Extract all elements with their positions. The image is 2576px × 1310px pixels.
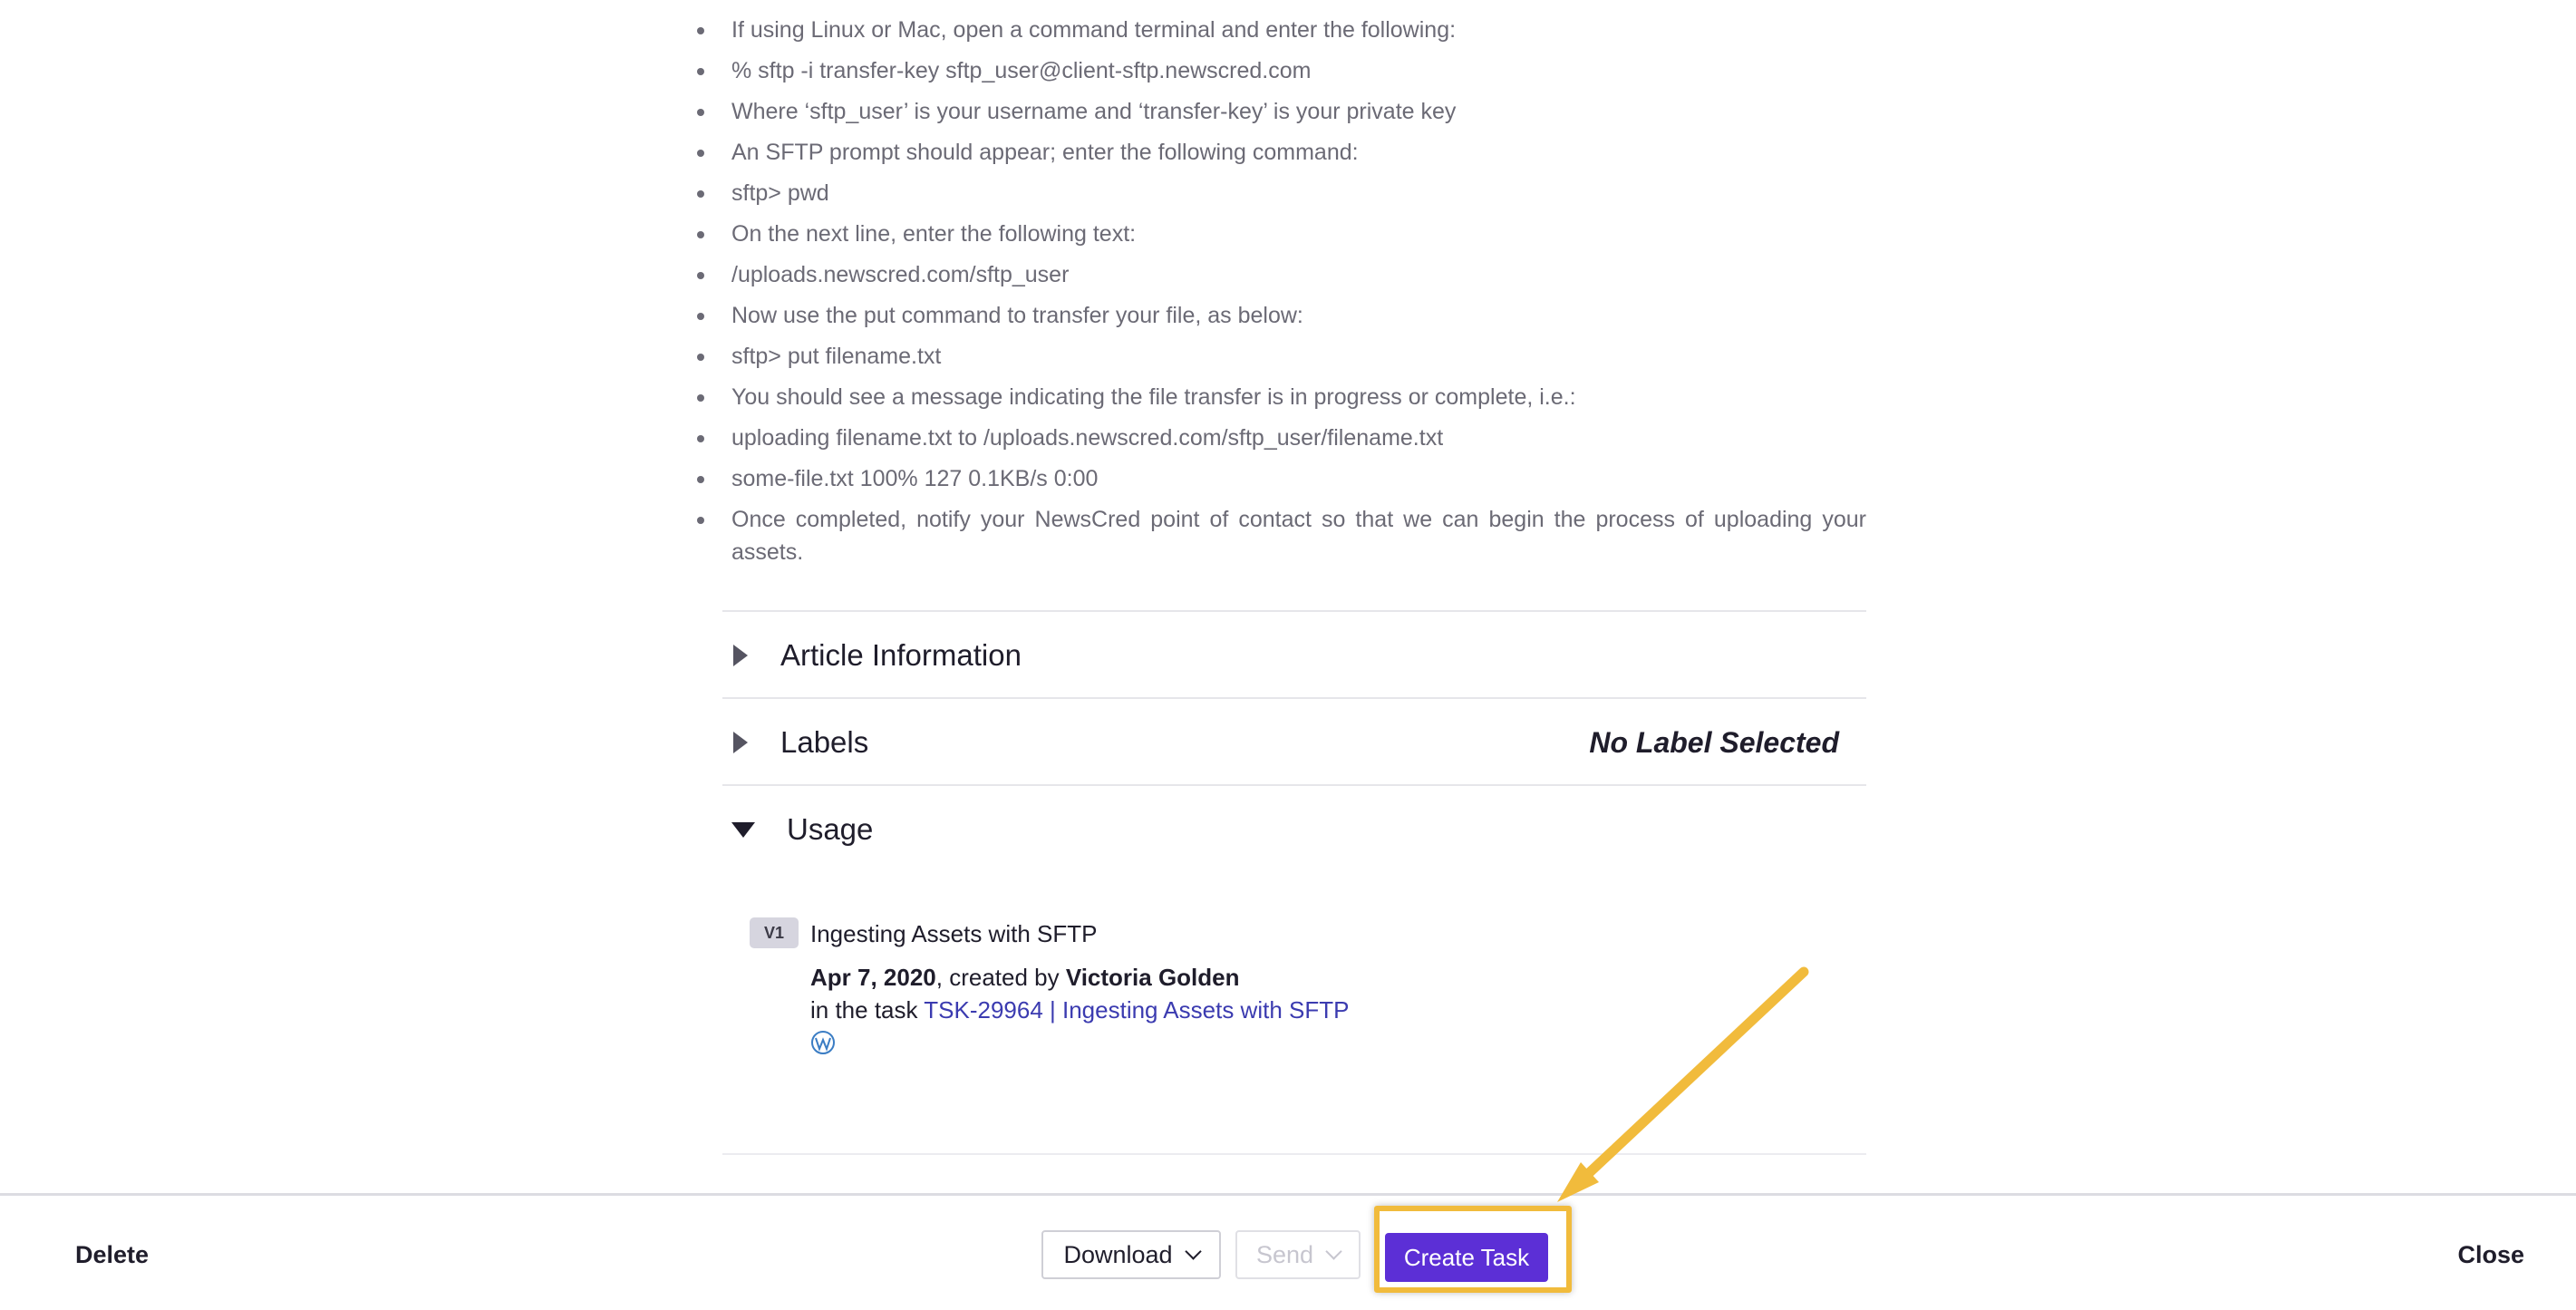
labels-section[interactable] [722,697,1866,786]
wordpress-icon[interactable] [810,1030,836,1055]
task-prefix: in the task [810,996,925,1024]
list-item: uploading filename.txt to /uploads.newscred.com/sftp_user/filename.txt [722,422,1866,454]
list-item: Once completed, notify your NewsCred point of contact so that we can begin the process of uploading your assets. [722,503,1866,568]
create-task-button[interactable]: Create Task [1385,1233,1548,1282]
list-item: sftp> put filename.txt [722,340,1866,373]
task-link[interactable]: TSK-29964 | Ingesting Assets with SFTP [924,996,1350,1024]
download-button[interactable] [1041,1230,1221,1279]
asset-detail-content [722,0,1866,1195]
chevron-down-icon [1325,1243,1341,1259]
divider [722,1153,1866,1155]
list-item: You should see a message indicating the file transfer is in progress or complete, i.e.: [722,381,1866,413]
highlight-box [1374,1206,1572,1293]
version-badge: V1 [750,917,799,948]
close-button[interactable]: Close [2457,1241,2524,1268]
section-title: Article Information [780,638,1022,672]
instructions-list [722,14,1866,577]
send-label: Send [1255,1240,1314,1268]
list-item: Now use the put command to transfer your file, as below: [722,299,1866,332]
chevron-down-icon [1185,1243,1201,1259]
list-item: On the next line, enter the following text: [722,218,1866,250]
created-by-text: , created by [935,964,1066,991]
section-title: Labels [780,725,869,759]
usage-meta [810,961,1240,994]
list-item: If using Linux or Mac, open a command terminal and enter the following: [722,14,1866,46]
list-item: /uploads.newscred.com/sftp_user [722,258,1866,291]
download-label: Download [1063,1240,1173,1268]
list-item: some-file.txt 100% 127 0.1KB/s 0:00 [722,462,1866,495]
usage-section[interactable] [722,784,1866,873]
usage-author: Victoria Golden [1065,964,1240,991]
delete-button[interactable]: Delete [75,1241,150,1268]
list-item: Where ‘sftp_user’ is your username and ‘transfer-key’ is your private key [722,95,1866,128]
usage-task [810,994,1349,1026]
article-information-section[interactable] [722,610,1866,699]
list-item: An SFTP prompt should appear; enter the following command: [722,136,1866,169]
caret-right-icon [733,645,748,666]
caret-right-icon [733,732,748,753]
section-title: Usage [787,812,874,846]
footer-bar [0,1193,2576,1310]
caret-down-icon [731,822,755,838]
send-button[interactable] [1235,1230,1361,1279]
usage-date: Apr 7, 2020 [810,964,936,991]
list-item: sftp> pwd [722,177,1866,209]
usage-title: Ingesting Assets with SFTP [810,920,1098,947]
labels-status: No Label Selected [1589,725,1839,759]
list-item: % sftp -i transfer-key sftp_user@client-sftp.newscred.com [722,54,1866,87]
